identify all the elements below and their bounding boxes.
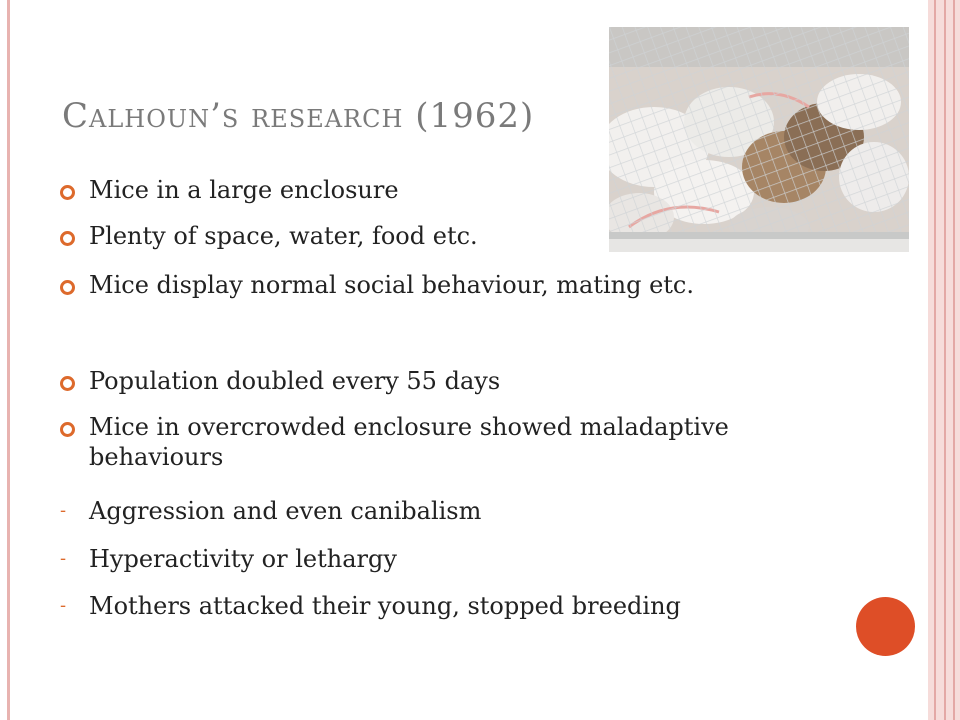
right-band-line xyxy=(934,0,936,720)
right-border-band xyxy=(928,0,960,720)
bullet-ring-icon xyxy=(60,376,75,391)
list-item: - Mothers attacked their young, stopped breeding xyxy=(60,592,681,620)
right-band-line xyxy=(953,0,955,720)
mice-in-cage-photo xyxy=(609,27,909,252)
list-item: Population doubled every 55 days xyxy=(60,366,500,396)
list-item: - Hyperactivity or lethargy xyxy=(60,545,397,573)
bullet-ring-icon xyxy=(60,185,75,200)
right-band-line xyxy=(944,0,946,720)
bullet-dash-icon: - xyxy=(60,500,67,521)
list-item: Mice display normal social behaviour, mating etc. xyxy=(60,270,694,300)
list-item: Mice in overcrowded enclosure showed maladaptive behaviours xyxy=(60,412,729,472)
bullet-ring-icon xyxy=(60,280,75,295)
bullet-ring-icon xyxy=(60,231,75,246)
slide-title: Calhoun’s research (1962) xyxy=(62,96,535,136)
bullet-ring-icon xyxy=(60,422,75,437)
bullet-dash-icon: - xyxy=(60,548,67,569)
left-border-rule xyxy=(7,0,10,720)
decorative-dot xyxy=(856,597,915,656)
list-item: Mice in a large enclosure xyxy=(60,175,399,205)
list-item: Plenty of space, water, food etc. xyxy=(60,221,478,251)
list-item: - Aggression and even canibalism xyxy=(60,497,482,525)
bullet-dash-icon: - xyxy=(60,595,67,616)
